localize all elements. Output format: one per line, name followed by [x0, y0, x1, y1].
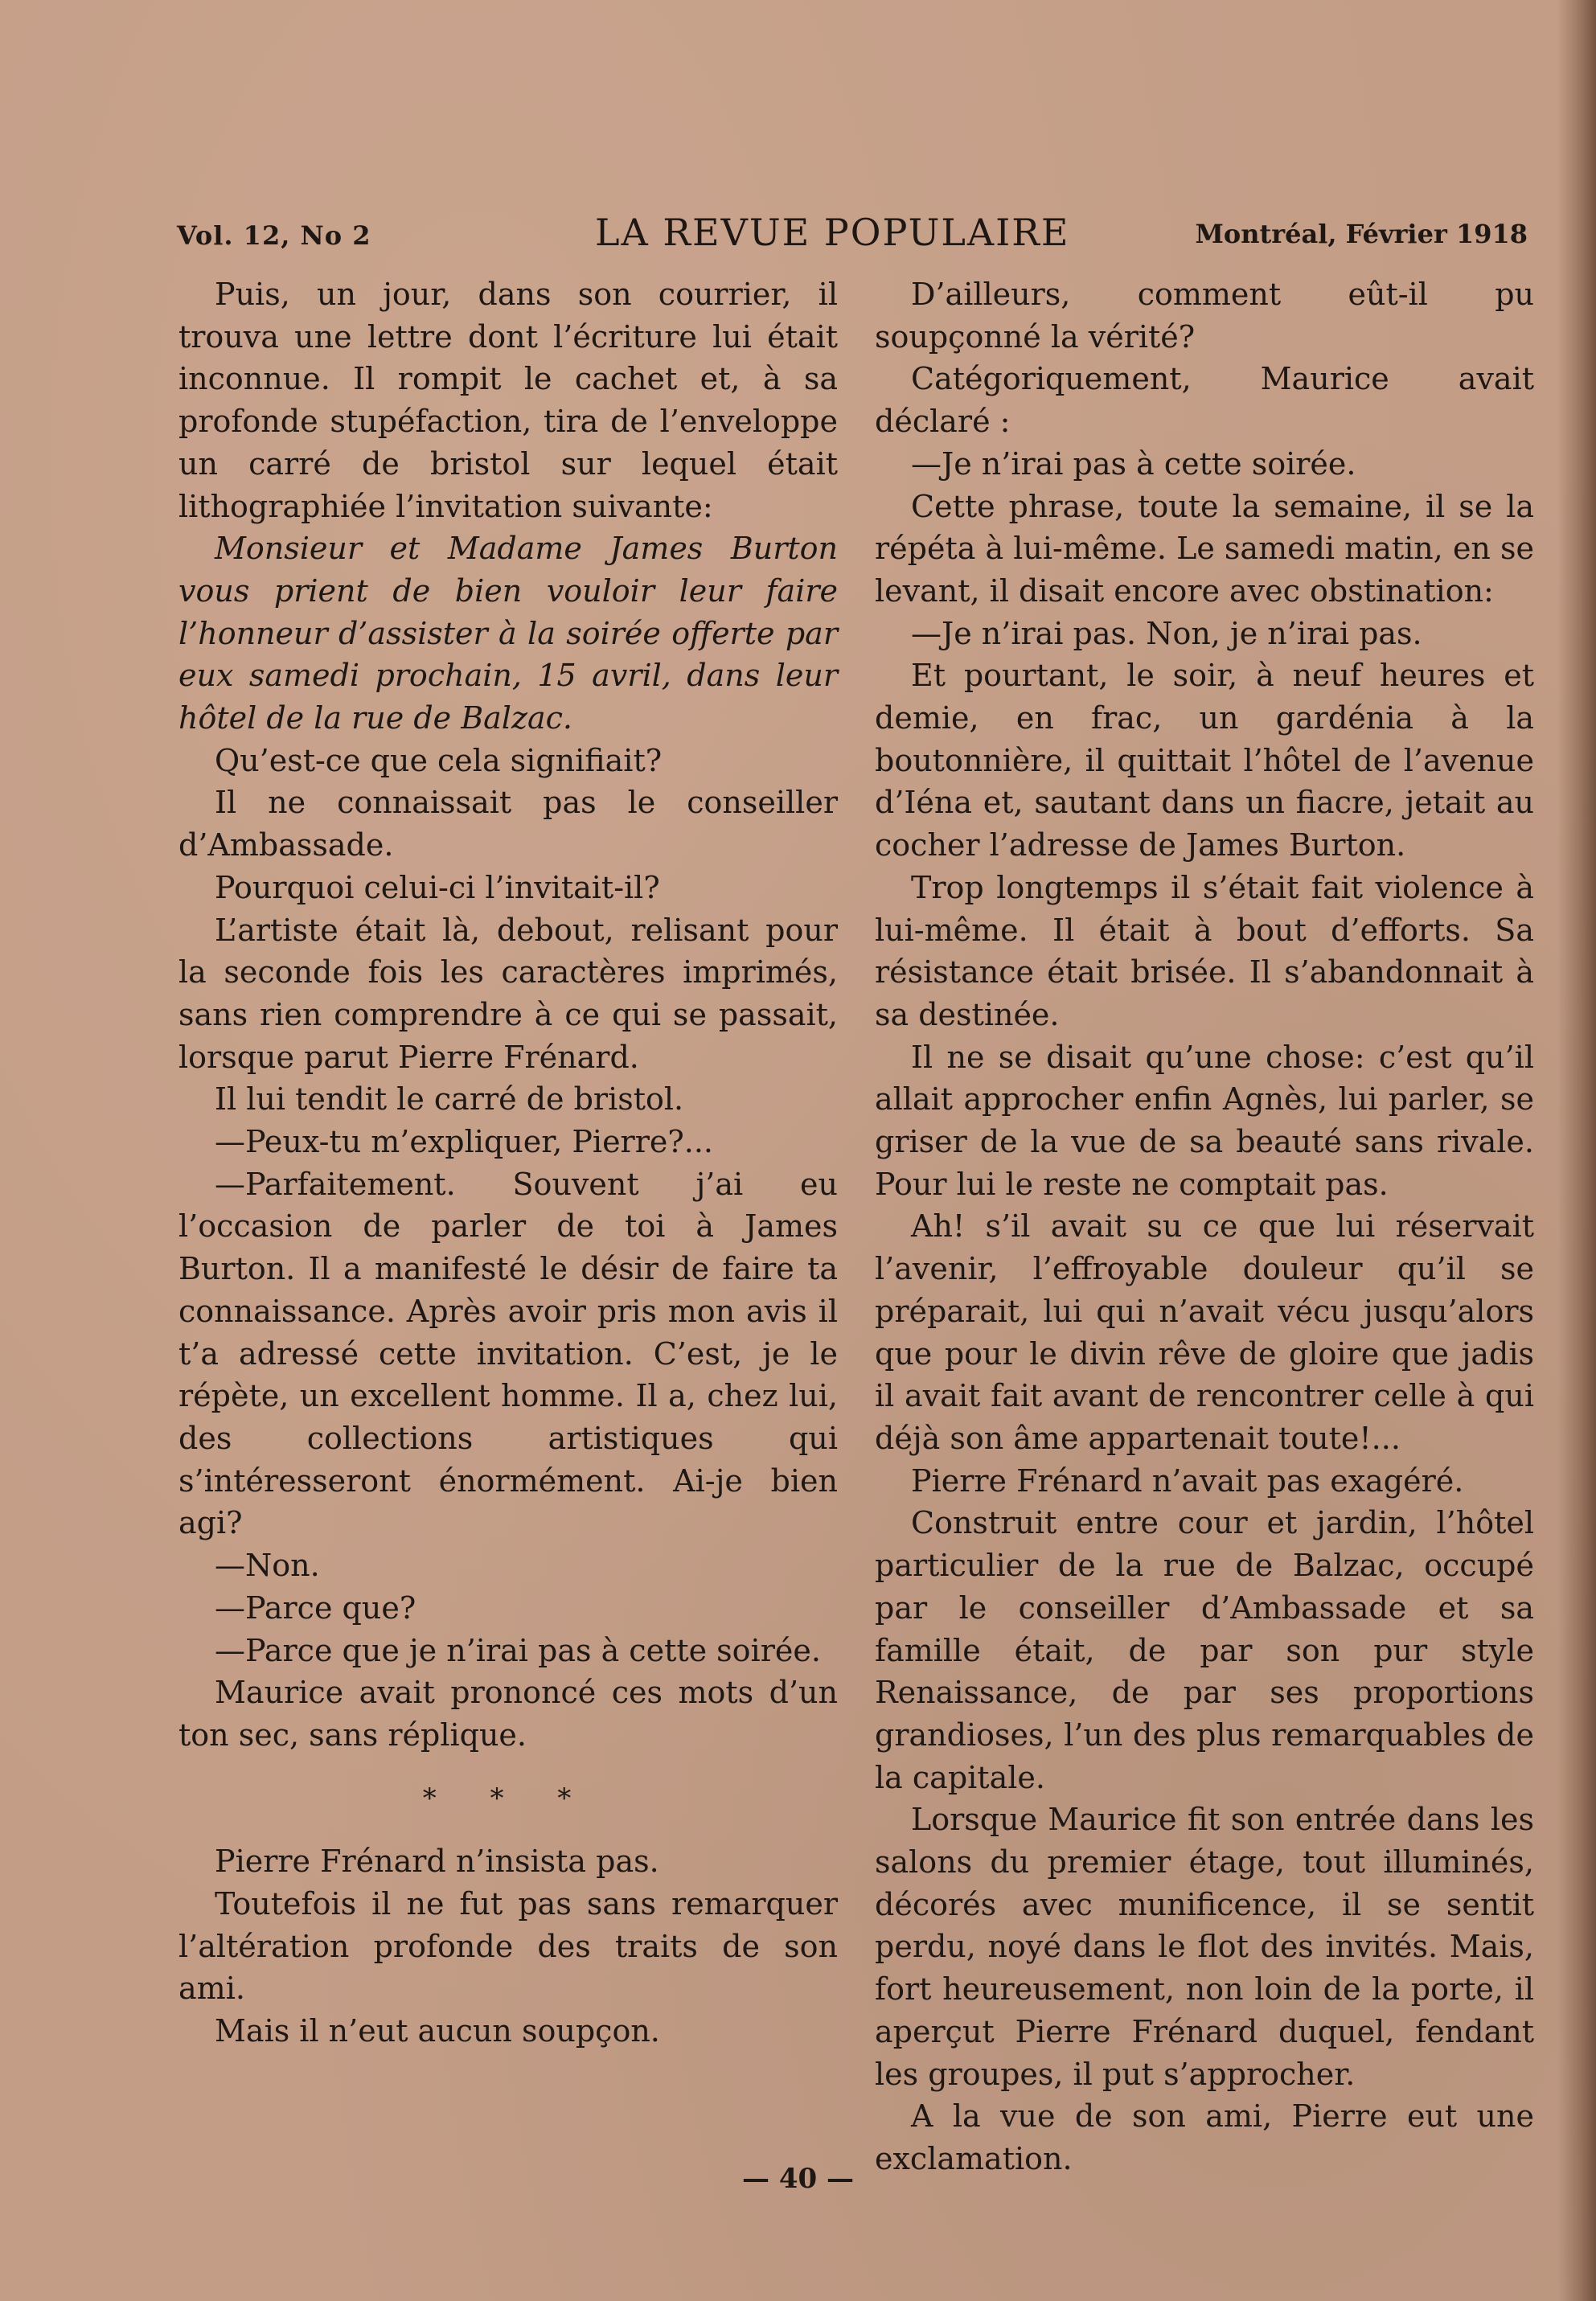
invitation-text: Monsieur et Madame James Burton vous prient de bien vouloir leur faire l’honneur d’assister à la soirée offerte par eux samedi prochain, 15 avril, dans leur hôtel de la rue de Balzac.	[178, 531, 838, 736]
paragraph: —Non.	[215, 1548, 320, 1584]
paragraph: —Peux-tu m’expliquer, Pierre?...	[215, 1124, 713, 1160]
paragraph: —Parfaitement. Souvent j’ai eu l’occasion de parler de toi à James Burton. Il a manifesté le désir de faire ta connaissance. Après avoir pris mon avis il t’a adressé cette invitation. C’est, je le répète, un excellent homme. Il a, chez lui, des collections artistiques qui s’intéresseront énormément. Ai-je bien agi?	[178, 1166, 838, 1541]
page-edge	[1557, 0, 1596, 2301]
paragraph: A la vue de son ami, Pierre eut une exclamation.	[875, 2098, 1534, 2176]
right-column	[875, 273, 1534, 2180]
left-column	[178, 273, 838, 2053]
paragraph: Lorsque Maurice fit son entrée dans les salons du premier étage, tout illuminés, décorés avec munificence, il se sentit perdu, noyé dans le flot des invités. Mais, fort heureusement, non loin de la porte, il aperçut Pierre Frénard duquel, fendant les groupes, il put s’approcher.	[875, 1802, 1534, 2092]
paragraph: Et pourtant, le soir, à neuf heures et demie, en frac, un gardénia à la boutonnière, il quittait l’hôtel de l’avenue d’Iéna et, sautant dans un fiacre, jetait au cocher l’adresse de James Burton.	[875, 658, 1534, 863]
paragraph: Pourquoi celui-ci l’invitait-il?	[215, 869, 660, 905]
paragraph: L’artiste était là, debout, relisant pour la seconde fois les caractères imprimés, sans rien comprendre à ce qui se passait, lorsque parut Pierre Frénard.	[178, 912, 838, 1075]
paragraph: Construit entre cour et jardin, l’hôtel particulier de la rue de Balzac, occupé par le conseiller d’Ambassade et sa famille était, de par son pur style Renaissance, de par ses proportions grandioses, l’un des plus remarquables de la capitale.	[875, 1505, 1534, 1795]
paragraph: Mais il n’eut aucun soupçon.	[215, 2013, 660, 2049]
paragraph: —Parce que je n’irai pas à cette soirée.	[215, 1632, 821, 1668]
paragraph: D’ailleurs, comment eût-il pu soupçonné la vérité?	[875, 277, 1534, 355]
paragraph: Toutefois il ne fut pas sans remarquer l’altération profonde des traits de son ami.	[178, 1886, 838, 2007]
paragraph: Cette phrase, toute la semaine, il se la répéta à lui-même. Le samedi matin, en se levant, il disait encore avec obstination:	[875, 488, 1534, 609]
publication-title: LA REVUE POPULAIRE	[595, 211, 1070, 254]
paragraph: —Je n’irai pas. Non, je n’irai pas.	[911, 615, 1422, 651]
paragraph: Catégoriquement, Maurice avait déclaré :	[875, 361, 1534, 440]
paragraph: Il ne connaissait pas le conseiller d’Ambassade.	[178, 785, 838, 863]
paragraph: Puis, un jour, dans son courrier, il trouva une lettre dont l’écriture lui était inconnue. Il rompit le cachet et, à sa profonde stupéfaction, tira de l’enveloppe un carré de bristol sur lequel était lithographiée l’invitation suivante:	[178, 277, 838, 524]
paragraph: Qu’est-ce que cela signifiait?	[215, 742, 663, 778]
paragraph: Pierre Frénard n’insista pas.	[215, 1844, 659, 1880]
section-separator: * * *	[422, 1782, 594, 1815]
paragraph: Il ne se disait qu’une chose: c’est qu’il allait approcher enfin Agnès, lui parler, se griser de la vue de sa beauté sans rivale. Pour lui le reste ne comptait pas.	[875, 1039, 1534, 1202]
issue-date: Montréal, Février 1918	[1195, 219, 1528, 249]
paragraph: Trop longtemps il s’était fait violence à lui-même. Il était à bout d’efforts. Sa résistance était brisée. Il s’abandonnait à sa destinée.	[875, 869, 1534, 1032]
paragraph: Pierre Frénard n’avait pas exagéré.	[911, 1462, 1464, 1499]
volume-label: Vol. 12, No 2	[177, 220, 371, 251]
paragraph: —Je n’irai pas à cette soirée.	[911, 445, 1356, 482]
page-number: — 40 —	[742, 2163, 854, 2195]
page-header	[177, 211, 1528, 259]
paragraph: Il lui tendit le carré de bristol.	[215, 1081, 684, 1118]
paragraph: Ah! s’il avait su ce que lui réservait l’avenir, l’effroyable douleur qu’il se préparait, lui qui n’avait vécu jusqu’alors que pour le divin rêve de gloire que jadis il avait fait avant de rencontrer celle à qui déjà son âme appartenait toute!...	[875, 1208, 1534, 1456]
paragraph: Maurice avait prononcé ces mots d’un ton sec, sans réplique.	[178, 1675, 838, 1753]
paragraph: —Parce que?	[215, 1589, 416, 1626]
